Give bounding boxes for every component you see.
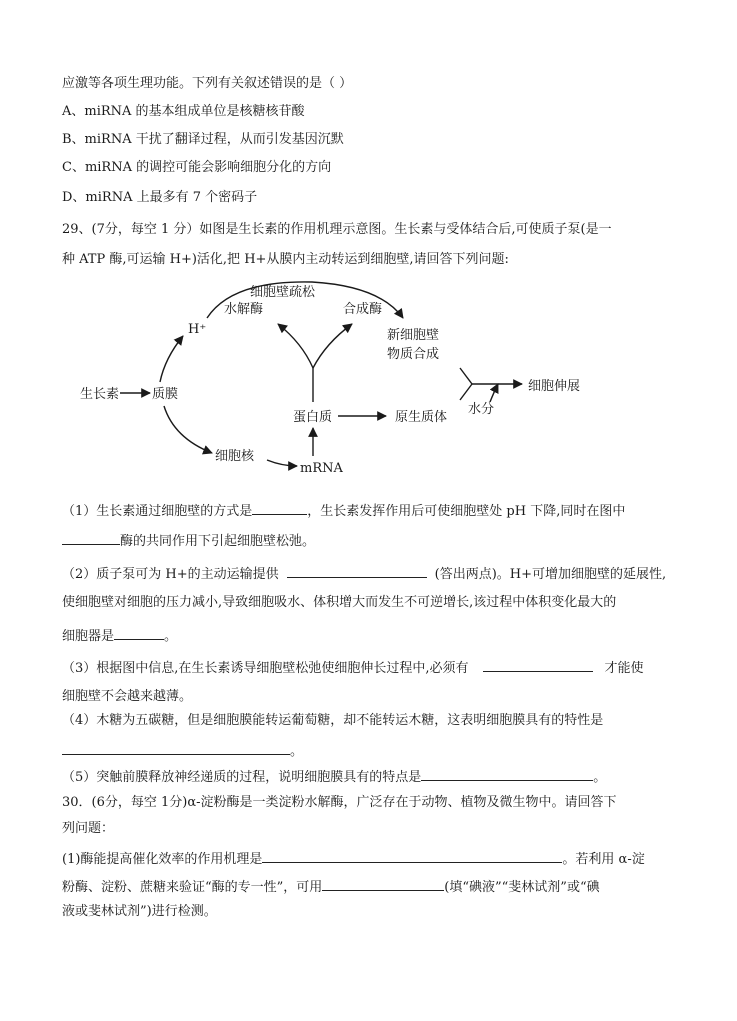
q29-part3-text-b: 才能使 (604, 661, 644, 676)
answer-blank[interactable] (262, 848, 562, 863)
q28-option-a: A、miRNA 的基本组成单位是核糖核苷酸 (62, 104, 305, 119)
answer-blank[interactable] (62, 530, 120, 545)
node-new-wall-1: 新细胞壁 (387, 328, 440, 343)
q29-part2-line3 (62, 625, 177, 646)
q28-option-b: B、miRNA 干扰了翻译过程，从而引发基因沉默 (62, 132, 344, 147)
q29-stem-line2: 种 ATP 酶,可运输 H+)活化,把 H+从膜内主动转运到细胞壁,请回答下列问题: (62, 252, 509, 267)
node-mrna: mRNA (300, 461, 343, 476)
q29-part2-line1 (62, 563, 666, 584)
q29-part4-line1: （4）木糖为五碳糖，但是细胞膜能转运葡萄糖，却不能转运木糖，这表明细胞膜具有的特性是 (62, 713, 604, 728)
q29-stem-line1: 29、(7分，每空 1 分）如图是生长素的作用机理示意图。生长素与受体结合后,可使质子泵(是一 (62, 222, 612, 237)
q29-part2-text-e: 。 (164, 629, 178, 644)
q29-part1-text-c: 酶的共同作用下引起细胞壁松弛。 (120, 534, 316, 549)
q29-part2-text-a: （2）质子泵可为 H+的主动运输提供 (62, 567, 279, 582)
q29-part5-text-b: 。 (593, 770, 607, 785)
q29-part1-text-b: ，生长素发挥作用后可使细胞壁处 pH 下降,同时在图中 (307, 504, 626, 519)
node-protoplast: 原生质体 (395, 410, 448, 425)
q30-part1-line1 (62, 848, 645, 869)
answer-blank[interactable] (114, 625, 164, 640)
branch-from-protoplast (460, 384, 472, 400)
q30-part1-text-b: 。若利用 α-淀 (562, 852, 645, 867)
q30-part1-line2 (62, 876, 600, 897)
answer-blank[interactable] (483, 657, 593, 672)
q28-option-d: D、miRNA 上最多有 7 个密码子 (62, 190, 258, 205)
q30-part1-text-d: (填“碘液”“斐林试剂”或“碘 (444, 880, 600, 895)
q30-part1-text-a: (1)酶能提高催化效率的作用机理是 (62, 852, 263, 867)
node-protein: 蛋白质 (293, 410, 333, 425)
q29-part2-text-b: (答出两点)。H+可增加细胞壁的延展性, (434, 567, 667, 582)
q30-stem-line2: 列问题： (62, 821, 115, 836)
q30-stem-line1: 30．(6分，每空 1分)α-淀粉酶是一类淀粉水解酶，广泛存在于动物、植物及微生物中。请回答下 (62, 795, 617, 810)
q29-part1-line2 (62, 530, 315, 551)
q29-part2-line2: 使细胞壁对细胞的压力减小,导致细胞吸水、体积增大而发生不可逆增长,该过程中体积变化最大的 (62, 595, 617, 610)
q29-part5 (62, 766, 606, 787)
node-new-wall-2: 物质合成 (387, 347, 440, 362)
arrow-to-hydrolase (278, 324, 313, 368)
auxin-mechanism-diagram (62, 278, 582, 478)
arrow-to-synthase (313, 324, 352, 368)
node-h-ion: H⁺ (188, 322, 207, 337)
q30-part1-line3: 液或斐林试剂”)进行检测。 (62, 904, 217, 919)
q28-stem: 应激等各项生理功能。下列有关叙述错误的是（ ） (62, 76, 353, 91)
q29-part1-line1 (62, 500, 625, 521)
answer-blank[interactable] (252, 500, 307, 515)
answer-blank[interactable] (421, 766, 593, 781)
answer-blank[interactable] (62, 740, 290, 755)
q29-part2-text-d: 细胞器是 (62, 629, 115, 644)
q29-part3-line2: 细胞壁不会越来越薄。 (62, 689, 193, 704)
answer-blank[interactable] (287, 563, 427, 578)
branch-from-synthesis (460, 368, 472, 384)
q28-option-c: C、miRNA 的调控可能会影响细胞分化的方向 (62, 160, 332, 175)
arrow-membrane-to-nucleus (164, 406, 212, 453)
q30-part1-text-c: 粉酶、淀粉、蔗糖来验证“酶的专一性”，可用 (62, 880, 323, 895)
node-wall-loosening: 细胞壁疏松 (250, 285, 316, 300)
q29-part4-line2 (62, 740, 303, 761)
node-water: 水分 (468, 402, 495, 417)
answer-blank[interactable] (322, 876, 444, 891)
q29-part1-text-a: （1）生长素通过细胞壁的方式是 (62, 504, 253, 519)
node-synthase: 合成酶 (343, 302, 383, 317)
arrow-membrane-to-h (160, 336, 183, 382)
node-auxin: 生长素 (80, 387, 120, 402)
q29-part4-text-b: 。 (290, 744, 304, 759)
node-cell-expansion: 细胞伸展 (528, 379, 581, 394)
node-nucleus: 细胞核 (215, 449, 255, 464)
node-hydrolase: 水解酶 (224, 302, 264, 317)
q29-part3-text-a: （3）根据图中信息,在生长素诱导细胞壁松弛使细胞伸长过程中,必须有 (62, 661, 469, 676)
q29-part3-line1 (62, 657, 644, 678)
arrow-nucleus-to-mrna (267, 460, 297, 466)
arrow-water (490, 384, 498, 402)
node-membrane: 质膜 (152, 387, 179, 402)
q29-part5-text-a: （5）突触前膜释放神经递质的过程，说明细胞膜具有的特点是 (62, 770, 422, 785)
